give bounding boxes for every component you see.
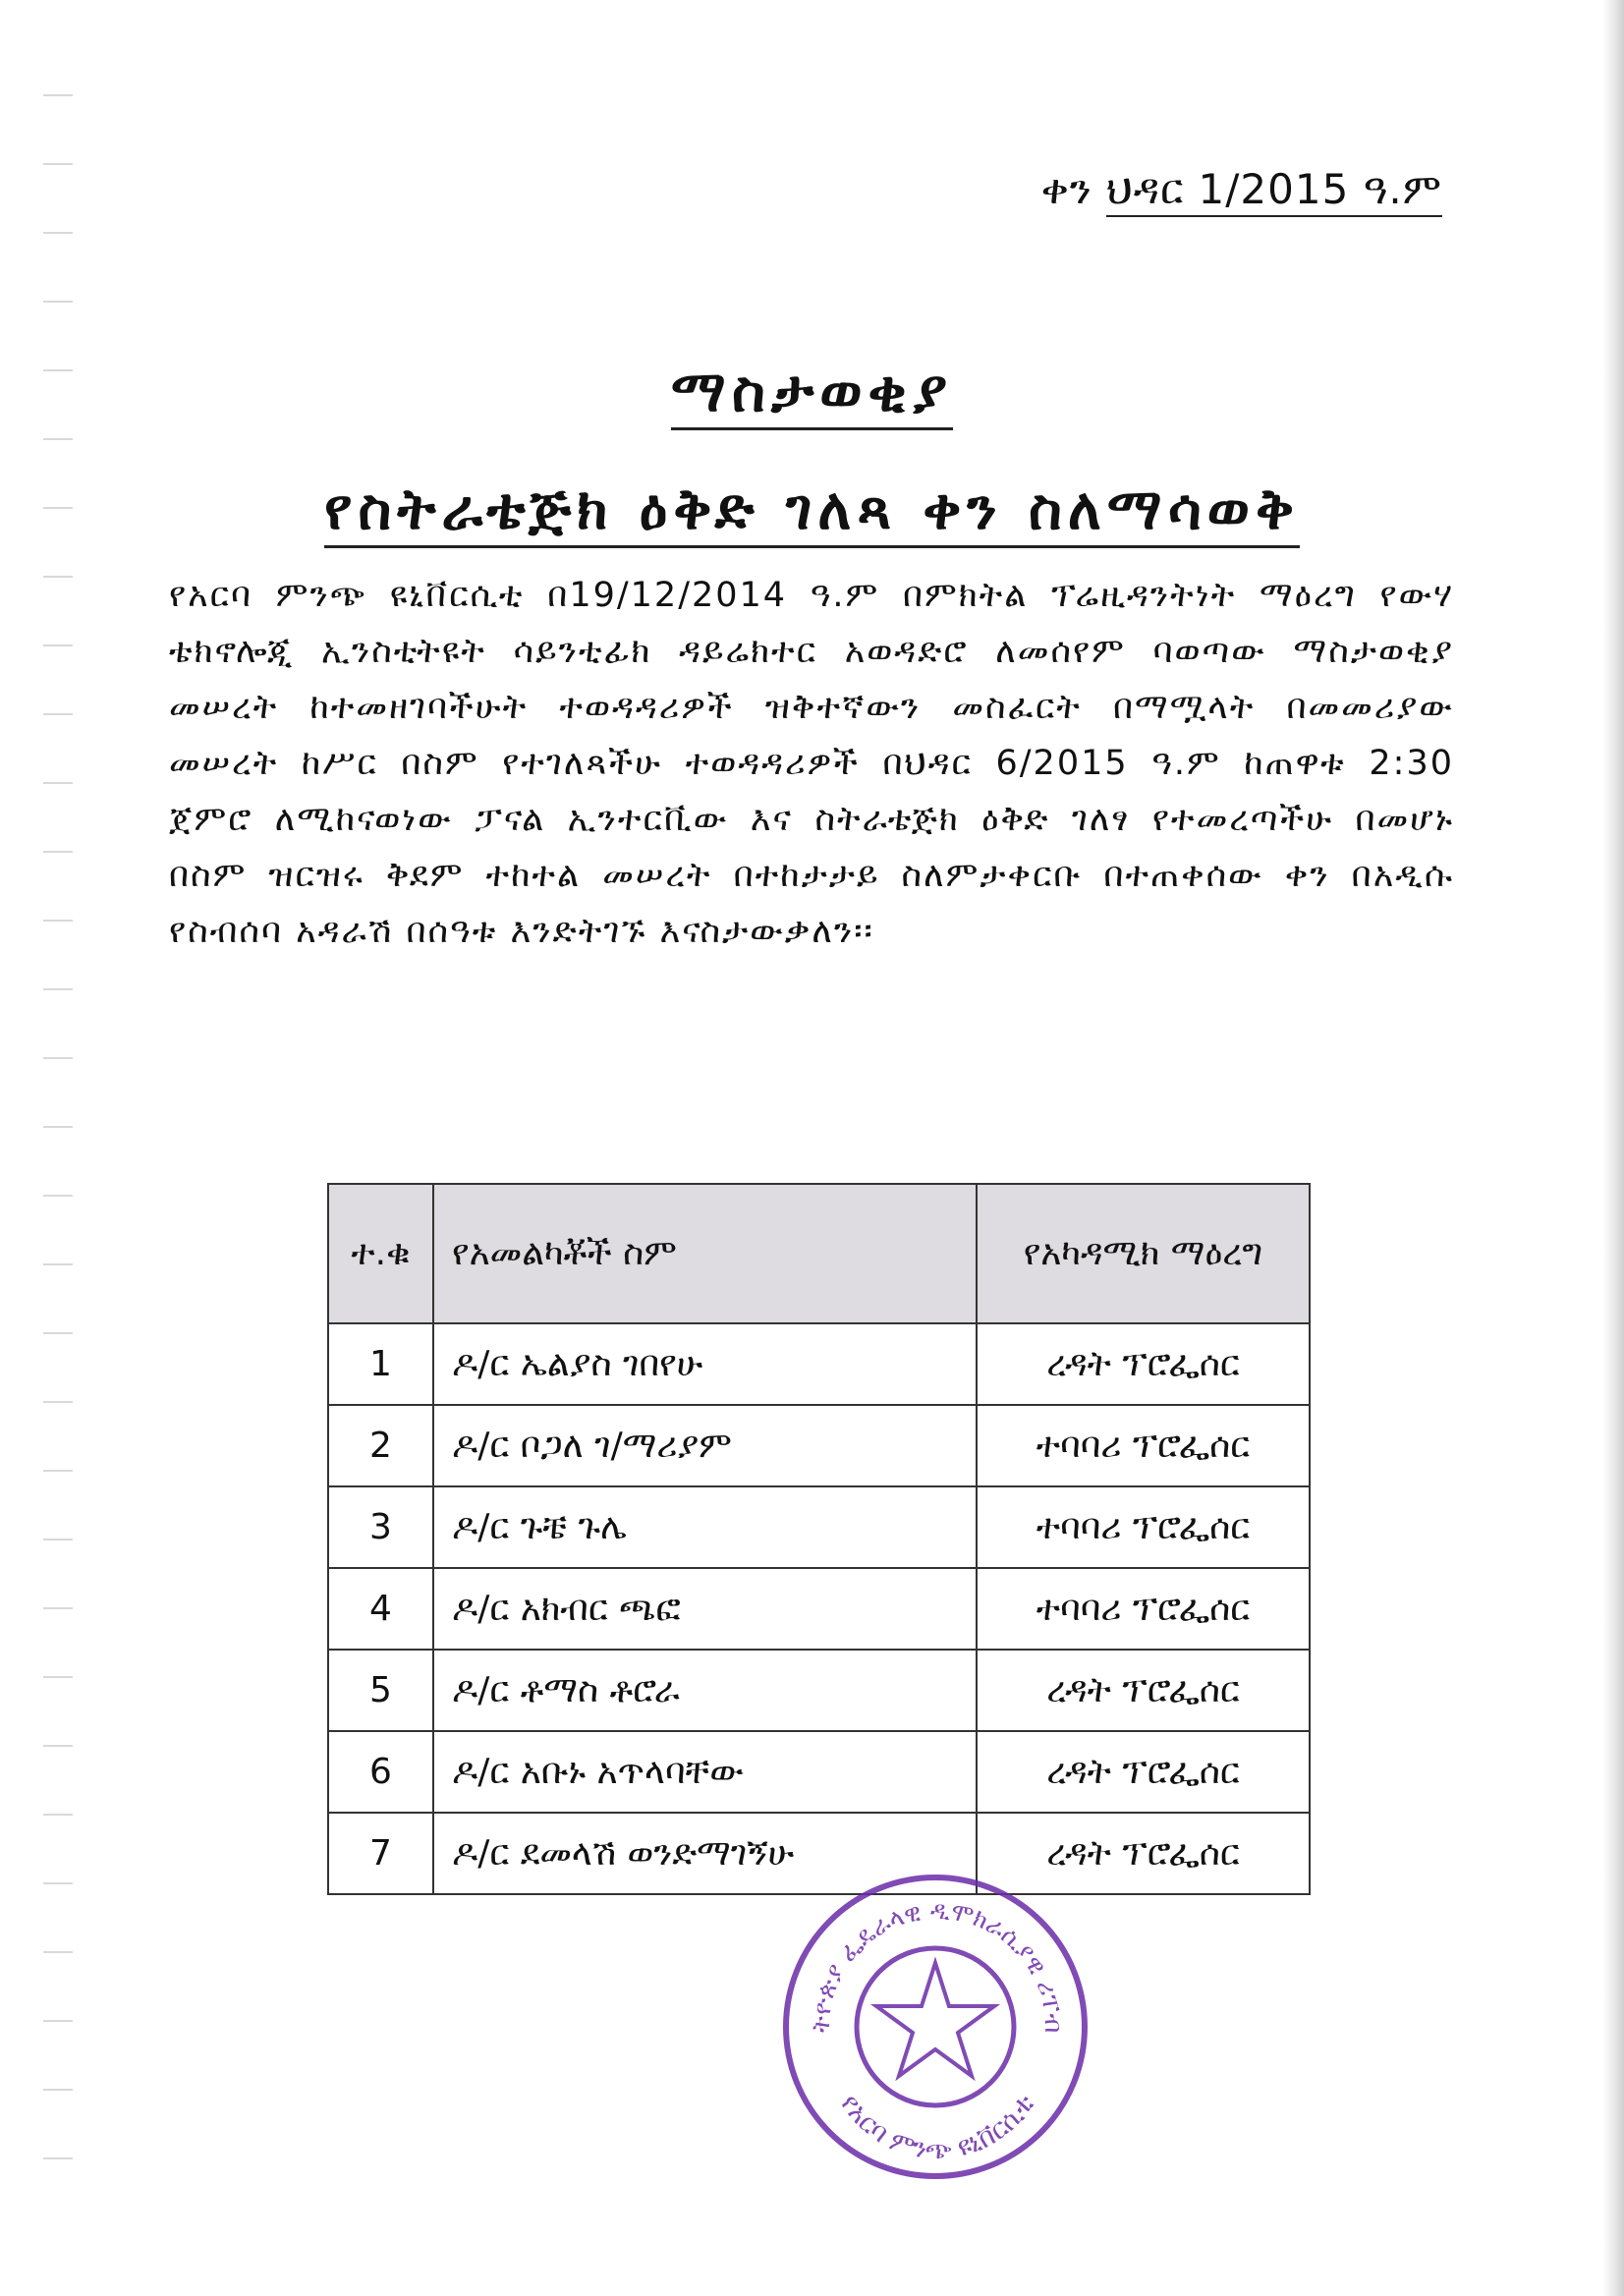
row-rank: ተባባሪ ፕሮፌሰር — [977, 1486, 1310, 1568]
table-row — [328, 1731, 1310, 1813]
table-row — [328, 1568, 1310, 1650]
row-rank: ተባባሪ ፕሮፌሰር — [977, 1568, 1310, 1650]
row-number: 2 — [328, 1405, 433, 1486]
row-rank: ተባባሪ ፕሮፌሰር — [977, 1405, 1310, 1486]
row-number: 4 — [328, 1568, 433, 1650]
page-edge — [1602, 0, 1624, 2296]
row-name: ዶ/ር አክብር ጫፎ — [433, 1568, 977, 1650]
table-header-row — [328, 1184, 1310, 1323]
seal-text-top: ትዮጵያ ፌዴራላዊ ዲሞክራሲያዊ ሪፐብ — [806, 1895, 1069, 2034]
row-number: 3 — [328, 1486, 433, 1568]
table-row — [328, 1486, 1310, 1568]
row-number: 1 — [328, 1323, 433, 1405]
date-prefix: ቀን — [1040, 165, 1092, 213]
table-row — [328, 1323, 1310, 1405]
seal-inner-ring — [857, 1948, 1014, 2105]
row-number: 7 — [328, 1813, 433, 1894]
header-name: የአመልካቾች ስም — [433, 1184, 977, 1323]
row-number: 6 — [328, 1731, 433, 1813]
table-row — [328, 1650, 1310, 1731]
date-value: ህዳር 1/2015 ዓ.ም — [1106, 165, 1442, 217]
header-rank: የአካዳሚክ ማዕረግ — [977, 1184, 1310, 1323]
row-rank: ረዳት ፕሮፌሰር — [977, 1323, 1310, 1405]
row-rank: ረዳት ፕሮፌሰር — [977, 1650, 1310, 1731]
notice-subtitle — [0, 476, 1624, 543]
row-name: ዶ/ር ቶማስ ቶሮራ — [433, 1650, 977, 1731]
row-name: ዶ/ር ቦጋለ ገ/ማሪያም — [433, 1405, 977, 1486]
row-name: ዶ/ር ደመላሽ ወንድማገኝሁ — [433, 1813, 977, 1894]
notice-title-text: ማስታወቂያ — [671, 358, 953, 430]
table-row — [328, 1405, 1310, 1486]
seal-svg — [768, 1865, 1102, 2179]
row-rank: ረዳት ፕሮፌሰር — [977, 1731, 1310, 1813]
row-name: ዶ/ር ጉቼ ጉሌ — [433, 1486, 977, 1568]
row-rank: ረዳት ፕሮፌሰር — [977, 1813, 1310, 1894]
date-line — [1041, 165, 1442, 214]
notice-title — [0, 358, 1624, 425]
row-number: 5 — [328, 1650, 433, 1731]
seal-star-icon — [876, 1963, 994, 2076]
row-name: ዶ/ር አቡኑ አጥላባቸው — [433, 1731, 977, 1813]
university-seal — [768, 1865, 1102, 2179]
notice-subtitle-text: የስትራቴጅክ ዕቅድ ገለጻ ቀን ስለማሳወቅ — [324, 476, 1300, 548]
notice-body: የአርባ ምንጭ ዩኒቨርሲቲ በ19/12/2014 ዓ.ም በምክትል ፕሬዚዳንትነት ማዕረግ የውሃ ቴክኖሎጂ ኢንስቲትዩት ሳይንቲፊክ ዳይሬክተር አወዳድሮ ለመሰየም ባወጣው ማስታወቂያ መሠረት ከተመዘገባችሁት ተወዳዳሪዎች ዝቅተኛውን መስፈርት በማሟላት በመመሪያው መሠረት ከሥር በስም የተገለጻችሁ ተወዳዳሪዎች በህዳር 6/2015 ዓ.ም ከጠዋቱ 2:30 ጀምሮ ለሚከናወነው ፓናል ኢንተርቪው እና ስትራቴጅክ ዕቅድ ገለፃ የተመረጣችሁ በመሆኑ በስም ዝርዝሩ ቅደም ተከተል መሠረት በተከታታይ ስለምታቀርቡ በተጠቀሰው ቀን በአዲሱ የስብሰባ አዳራሽ በሰዓቱ እንድትገኙ እናስታውቃለን፡፡ — [169, 576, 1454, 951]
header-number: ተ.ቁ — [328, 1184, 433, 1323]
applicants-table — [327, 1183, 1311, 1895]
row-name: ዶ/ር ኤልያስ ገበየሁ — [433, 1323, 977, 1405]
seal-text-bottom: የአርባ ምንጭ ዩኒቨርሲቲ — [833, 2089, 1041, 2166]
